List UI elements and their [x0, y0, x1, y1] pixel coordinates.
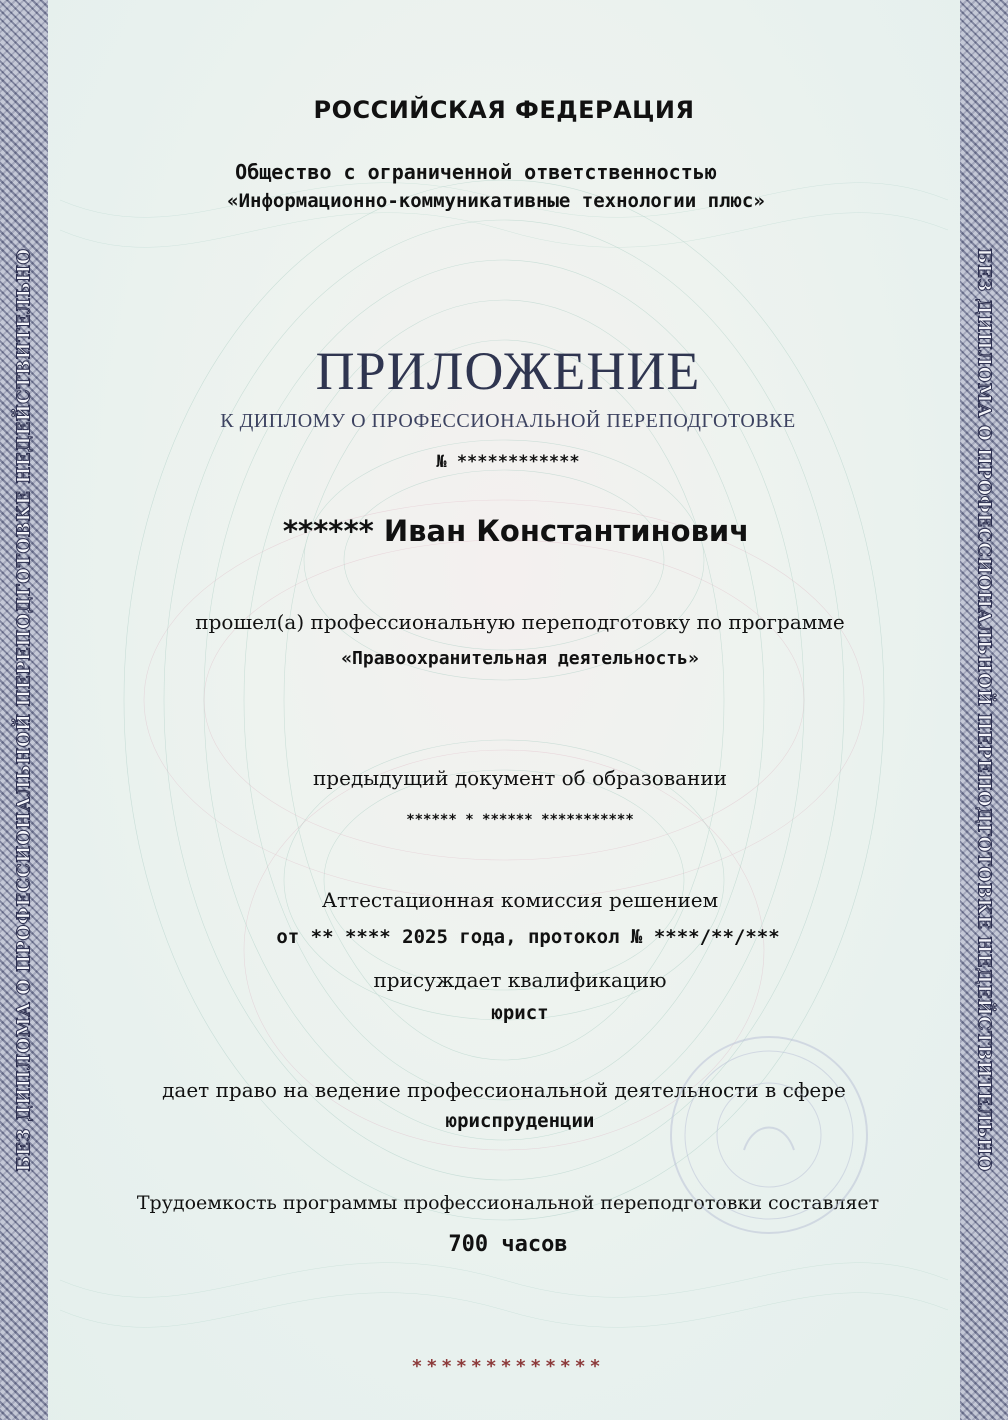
workload-text: Трудоемкость программы профессиональной переподготовки составляет: [136, 1192, 880, 1214]
award-text: присуждает квалификацию: [373, 968, 667, 992]
program-intro-text: прошел(а) профессиональную переподготовку по программе: [195, 610, 845, 634]
document-title: ПРИЛОЖЕНИЕ: [315, 341, 701, 401]
document-subtitle: К ДИПЛОМУ О ПРОФЕССИОНАЛЬНОЙ ПЕРЕПОДГОТОВКЕ: [220, 410, 796, 432]
left-border-text: БЕЗ ДИПЛОМА О ПРОФЕССИОНАЛЬНОЙ ПЕРЕПОДГОТОВКЕ НЕДЕЙСТВИТЕЛЬНО: [13, 248, 35, 1172]
footer-serial-stars: *************: [411, 1356, 605, 1377]
document-number: № ************: [436, 452, 580, 472]
professional-right-text: дает право на ведение профессиональной деятельности в сфере: [162, 1078, 846, 1102]
workload-hours: 700 часов: [448, 1232, 568, 1257]
right-security-border: [960, 0, 1008, 1420]
professional-sphere: юриспруденции: [445, 1110, 595, 1132]
protocol-line: от ** **** 2025 года, протокол № ****/**/***: [276, 926, 780, 948]
commission-text: Аттестационная комиссия решением: [321, 888, 719, 912]
qualification-value: юрист: [491, 1002, 549, 1024]
left-security-border: [0, 0, 48, 1420]
right-border-text: БЕЗ ДИПЛОМА О ПРОФЕССИОНАЛЬНОЙ ПЕРЕПОДГОТОВКЕ НЕДЕЙСТВИТЕЛЬНО: [973, 248, 995, 1172]
previous-document-label: предыдущий документ об образовании: [312, 766, 728, 790]
holder-name: ****** Иван Константинович: [282, 514, 750, 548]
organization-type: Общество с ограниченной ответственностью: [235, 160, 717, 184]
country-heading: РОССИЙСКАЯ ФЕДЕРАЦИЯ: [313, 96, 695, 124]
previous-document-value: ****** * ****** ***********: [406, 812, 634, 828]
organization-name: «Информационно-коммуникативные технологии плюс»: [227, 190, 765, 212]
program-name: «Правоохранительная деятельность»: [341, 648, 699, 669]
